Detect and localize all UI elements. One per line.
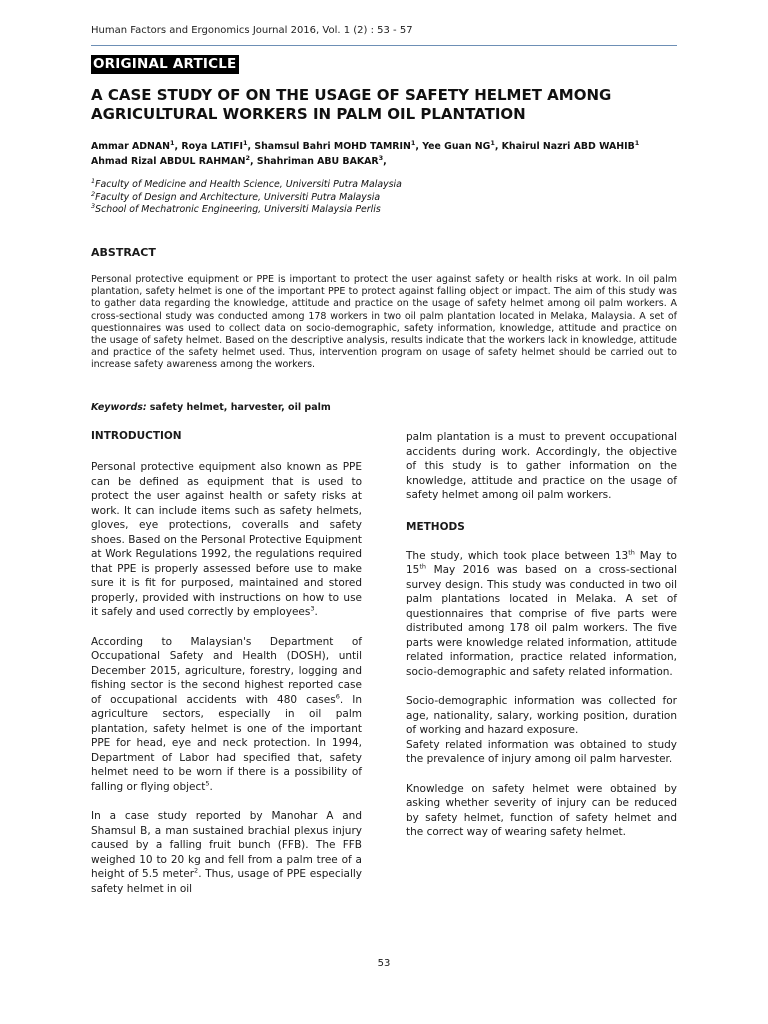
author-affiliation-mark: 2 [245,153,251,162]
introduction-paragraph: Personal protective equipment also known as PPE can be defined as equipment that is used to protect the user against health or safety risks at work. It can include items such as safety helmets, gloves, eye protections, coveralls and safety shoes. Based on the Personal Protective Equipment at Work Regulations 1992, the regulations required that PPE is properly assessed before use to make sure it is fit for purposed, maintained and stored properly, provided with instructions on how to use it safely and used correctly by employees$^3$. [91,461,362,618]
author-name: Ahmad Rizal ABDUL RAHMAN [91,156,246,167]
author-name: Shamsul Bahri MOHD TAMRIN [254,141,411,152]
title-line-2: AGRICULTURAL WORKERS IN PALM OIL PLANTATION [91,105,526,123]
title-line-1: A CASE STUDY OF ON THE USAGE OF SAFETY HELMET AMONG [91,86,612,104]
methods-heading: METHODS [406,520,465,533]
author-affiliation-mark: 1 [490,138,495,147]
author-list: Ammar ADNAN$^1$, Roya LATIFI$^1$, Shamsul Bahri MOHD TAMRIN$^1$, Yee Guan $NG^1$, Khairul Nazri ABD WAHIB$^1$ Ahmad Rizal ABDUL RAHMAN$^2$, Shahriman ABU BAKAR$^3$, [91,138,640,167]
introduction-paragraph: In a case study reported by Manohar A and Shamsul B, a man sustained brachial plexus injury caused by a falling fruit bunch (FFB). The FFB weighed 10 to 20 kg and fell from a palm tree of a height of 5.5 meter$^2$. Thus, usage of PPE especially safety helmet in oil [91,810,362,895]
author-affiliation-mark: 1 [634,138,640,147]
article-type-badge: ORIGINAL ARTICLE [91,55,239,74]
methods-paragraph: Socio-demographic information was collected for age, nationality, salary, working position, duration of working and hazard exposure. [406,695,677,736]
author-name: Shahriman ABU BAKAR [256,156,379,167]
affiliation-list [91,176,402,217]
affiliation-item: $^2$Faculty of Design and Architecture, Universiti Putra Malaysia [91,189,381,203]
author-name: Khairul Nazri ABD WAHIB [501,141,635,152]
author-affiliation-mark: 1 [243,138,248,147]
right-column [406,430,677,840]
abstract-heading: ABSTRACT [91,246,156,259]
introduction-paragraph-continued: palm plantation is a must to prevent occupational accidents during work. Accordingly, the objective of this study is to gather information on the knowledge, attitude and practice on the usage of safety helmet among oil palm workers. [406,431,677,501]
keywords-value: safety helmet, harvester, oil palm [149,402,331,413]
methods-paragraph: The study, which took place between 13th May to 15th May 2016 was based on a cross-sectional survey design. This study was conducted in two oil palm plantations located in Melaka. A set of questionnaires that comprise of five parts were distributed among 178 oil palm workers. The five parts were knowledge related information, attitude related information, practice related information, socio-demographic and safety related information. [406,548,677,678]
introduction-heading: INTRODUCTION [91,430,182,442]
methods-paragraph: Knowledge on safety helmet were obtained by asking whether severity of injury can be reduced by safety helmet, function of safety helmet and the correct way of wearing safety helmet. [406,782,677,838]
journal-citation: Human Factors and Ergonomics Journal 2016, Vol. 1 (2) : 53 - 57 [91,25,413,36]
abstract-text: Personal protective equipment or PPE is important to protect the user against safety or health risks at work. In oil palm plantation, safety helmet is one of the important PPE to protect against falling object or impact. The aim of this study was to gather data regarding the knowledge, attitude and practice on the usage of safety helmet among oil palm workers. A cross-sectional study was conducted among 178 workers in two oil palm plantation located in Melaka, Malaysia. A set of questionnaires was used to collect data on socio-demographic, safety information, knowledge, attitude and practice on the usage of safety helmet. Based on the descriptive analysis, results indicate that the workers lack in knowledge, attitude and practice of the safety helmet used. Thus, intervention program on usage of safety helmet should be carried out to increase safety awareness among the workers. [91,274,677,371]
header-rule [91,45,677,46]
author-name: Roya LATIFI [181,141,243,152]
author-affiliation-mark: 1 [410,138,416,147]
affiliation-item: $^1$Faculty of Medicine and Health Science, Universiti Putra Malaysia [91,176,402,190]
author-name: Yee Guan NG [422,141,491,152]
author-name: Ammar ADNAN [91,141,170,152]
article-title [91,86,681,124]
author-affiliation-mark: 3 [378,153,384,162]
methods-paragraph: Safety related information was obtained to study the prevalence of injury among oil palm harvester. [406,738,677,765]
affiliation-item: $^3$School of Mechatronic Engineering, Universiti Malaysia Perlis [91,201,381,215]
left-column [91,430,362,896]
page-number: 53 [377,958,391,969]
author-affiliation-mark: 1 [170,138,175,147]
introduction-paragraph: According to Malaysian's Department of Occupational Safety and Health (DOSH), until December 2015, agriculture, forestry, logging and fishing sector is the second highest reported case of occupational accidents with 480 cases$^6$. In agriculture sectors, especially in oil palm plantation, safety helmet is one of the important PPE for head, eye and neck protection. In 1994, Department of Labor had specified that, safety helmet need to be worn if there is a possibility of falling or flying object$^5$. [91,635,362,793]
keywords-line [91,402,331,413]
keywords-label: Keywords: [91,402,147,413]
